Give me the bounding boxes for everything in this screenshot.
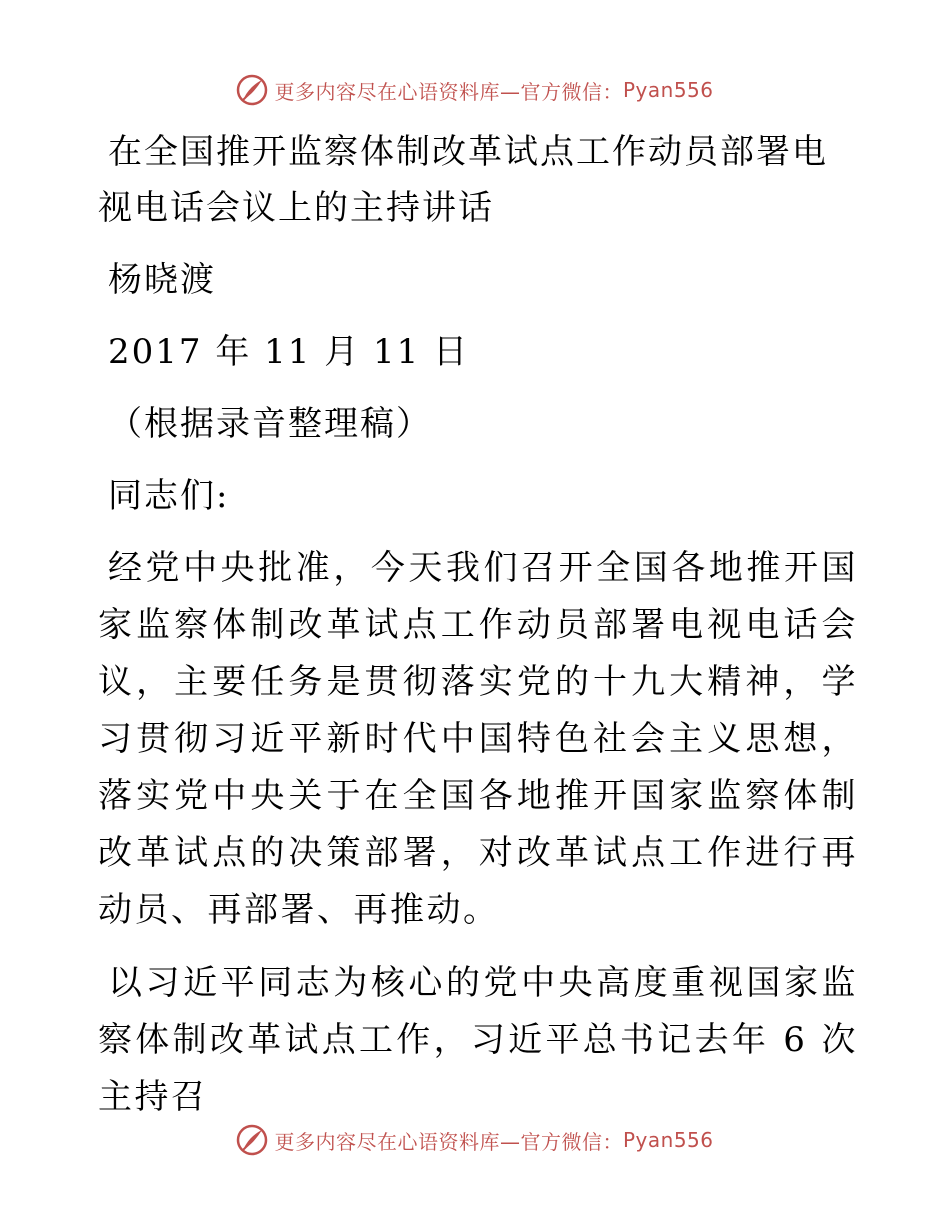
document-salutation: 同志们: <box>108 476 230 516</box>
footer-banner <box>0 1118 950 1162</box>
header-banner-text: 更多内容尽在心语资料库—官方微信： <box>274 79 623 104</box>
feather-pen-logo-icon <box>236 1124 268 1156</box>
feather-pen-logo-icon <box>236 74 268 106</box>
footer-banner-text: 更多内容尽在心语资料库—官方微信： <box>274 1129 623 1154</box>
document-author: 杨晓渡 <box>108 260 216 300</box>
document-title: 在全国推开监察体制改革试点工作动员部署电视电话会议上的主持讲话 <box>98 132 828 228</box>
footer-banner-wechat: Pyan556 <box>622 1128 714 1152</box>
document-date: 2017 年 11 月 11 日 <box>108 332 470 372</box>
header-banner-wechat: Pyan556 <box>622 78 714 102</box>
document-body <box>98 124 858 1142</box>
document-note: （根据录音整理稿） <box>108 404 432 444</box>
header-banner <box>0 68 950 112</box>
paragraph: 经党中央批准，今天我们召开全国各地推开国家监察体制改革试点工作动员部署电视电话会议，主要任务是贯彻落实党的十九大精神，学习贯彻习近平新时代中国特色社会主义思想，落实党中央关于在全国各地推开国家监察体制改革试点的决策部署，对改革试点工作进行再动员、再部署、再推动。 <box>98 548 858 930</box>
paragraph: 以习近平同志为核心的党中央高度重视国家监察体制改革试点工作，习近平总书记去年 6 次主持召 <box>98 963 858 1117</box>
